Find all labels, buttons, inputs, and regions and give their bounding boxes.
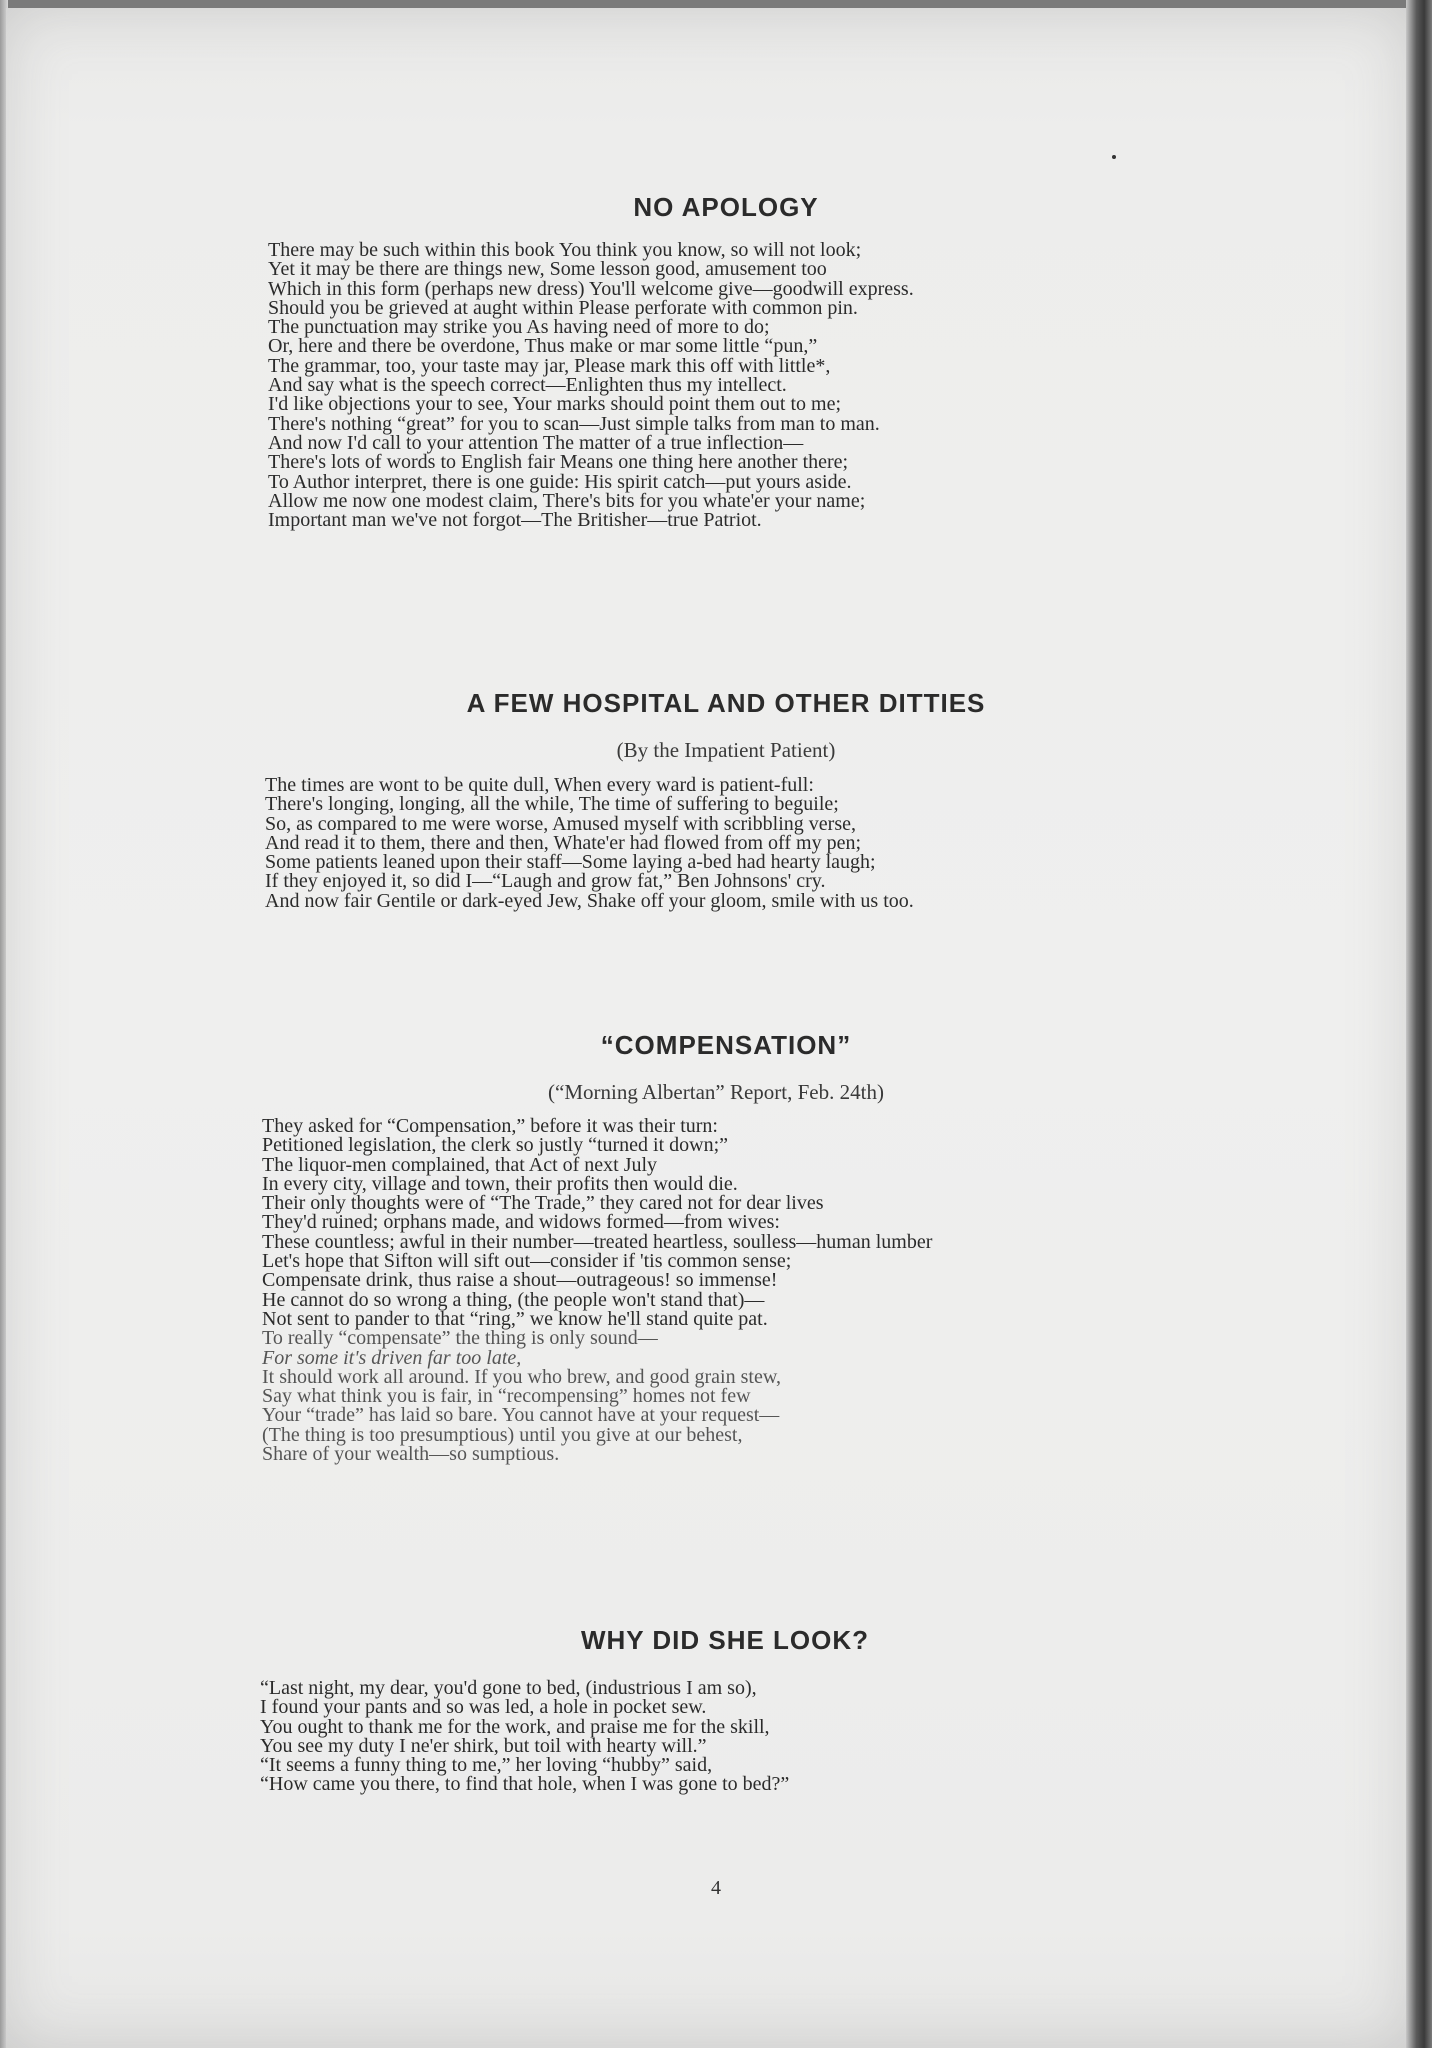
poem-line: There may be such within this book You think you know, so will not look;: [268, 239, 862, 261]
poem-line: Your “trade” has laid so bare. You cannot have at your request—: [262, 1404, 780, 1427]
poem-line: Petitioned legislation, the clerk so justly “turned it down;”: [262, 1134, 729, 1157]
poem-line: You ought to thank me for the work, and praise me for the skill,: [260, 1715, 770, 1738]
poem-line: Some patients leaned upon their staff—Some laying a-bed had hearty laugh;: [265, 851, 876, 874]
poem-line: They asked for “Compensation,” before it was their turn:: [262, 1115, 718, 1137]
poem-line: Say what think you is fair, in “recompensing” homes not few: [262, 1385, 751, 1408]
poem-line: There's lots of words to English fair Means one thing here another there;: [268, 451, 849, 474]
poem-line: Yet it may be there are things new, Some lesson good, amusement too: [268, 258, 827, 281]
poem-line: The times are wont to be quite dull, When every ward is patient-full:: [265, 774, 814, 796]
poem-line: Let's hope that Sifton will sift out—consider if 'tis common sense;: [262, 1250, 792, 1273]
poem-line: For some it's driven far too late,: [262, 1346, 522, 1369]
poem-why-did-she-look: [260, 1679, 789, 1795]
page-number: 4: [711, 1877, 721, 1899]
poem-line: They'd ruined; orphans made, and widows formed—from wives:: [262, 1211, 780, 1234]
ink-speck: [1112, 155, 1116, 159]
poem-line: It should work all around. If you who brew, and good grain stew,: [262, 1365, 781, 1388]
poem-line: There's longing, longing, all the while, The time of suffering to beguile;: [265, 793, 839, 816]
poem-line: Compensate drink, thus raise a shout—outrageous! so immense!: [262, 1269, 778, 1292]
poem-line: Should you be grieved at aught within Please perforate with common pin.: [268, 296, 858, 319]
poem-line: These countless; awful in their number—treated heartless, soulless—human lumber: [262, 1230, 933, 1253]
poem-line: The grammar, too, your taste may jar, Please mark this off with little*,: [268, 354, 831, 377]
poem-line: If they enjoyed it, so did I—“Laugh and grow fat,” Ben Johnsons' cry.: [265, 870, 826, 893]
poem-compensation: [262, 1117, 932, 1464]
poem-line: Or, here and there be overdone, Thus make or mar some little “pun,”: [268, 335, 818, 358]
poem-line: To really “compensate” the thing is only sound—: [262, 1327, 658, 1350]
poem-line: Important man we've not forgot—The Britisher—true Patriot.: [268, 509, 762, 532]
poem-line: The punctuation may strike you As having need of more to do;: [268, 316, 770, 339]
poem-line: I found your pants and so was led, a hole in pocket sew.: [260, 1696, 707, 1719]
poem-line: “It seems a funny thing to me,” her loving “hubby” said,: [260, 1754, 713, 1777]
poem-line: And say what is the speech correct—Enlighten thus my intellect.: [268, 374, 787, 397]
poem-line: Not sent to pander to that “ring,” we know he'll stand quite pat.: [262, 1307, 768, 1330]
poem-line: And now fair Gentile or dark-eyed Jew, Shake off your gloom, smile with us too.: [265, 889, 914, 912]
poem-no-apology: [268, 241, 914, 530]
poem-line: The liquor-men complained, that Act of next July: [262, 1153, 658, 1176]
poem-line: Share of your wealth—so sumptious.: [262, 1443, 560, 1466]
poem-line: And now I'd call to your attention The matter of a true inflection—: [268, 431, 804, 454]
section-title: NO APOLOGY: [633, 192, 819, 222]
section-subtitle: (By the Impatient Patient): [616, 738, 836, 762]
poem-line: You see my duty I ne'er shirk, but toil with hearty will.”: [260, 1734, 707, 1757]
poem-line: In every city, village and town, their profits then would die.: [262, 1172, 738, 1195]
poem-line: Allow me now one modest claim, There's bits for you whate'er your name;: [268, 489, 866, 512]
page-binding-edge: [1406, 0, 1432, 2048]
poem-line: There's nothing “great” for you to scan—Just simple talks from man to man.: [268, 412, 880, 435]
poem-line: And read it to them, there and then, Whate'er had flowed from off my pen;: [265, 831, 862, 854]
poem-line: (The thing is too presumptious) until you give at our behest,: [262, 1423, 743, 1446]
poem-line: So, as compared to me were worse, Amused myself with scribbling verse,: [265, 812, 856, 835]
poem-line: Which in this form (perhaps new dress) You'll welcome give—goodwill express.: [268, 277, 914, 300]
poem-line: He cannot do so wrong a thing, (the people won't stand that)—: [262, 1288, 765, 1311]
section-title: “COMPENSATION”: [600, 1030, 852, 1060]
section-title: WHY DID SHE LOOK?: [580, 1625, 870, 1655]
section-title: A FEW HOSPITAL AND OTHER DITTIES: [466, 688, 986, 718]
poem-line: To Author interpret, there is one guide: His spirit catch—put yours aside.: [268, 470, 852, 493]
poem-line: Their only thoughts were of “The Trade,” they cared not for dear lives: [262, 1192, 824, 1215]
section-subtitle: (“Morning Albertan” Report, Feb. 24th): [548, 1080, 884, 1104]
poem-line: I'd like objections your to see, Your marks should point them out to me;: [268, 393, 841, 416]
poem-line: “How came you there, to find that hole, when I was gone to bed?”: [260, 1773, 790, 1796]
poem-hospital-ditties: [265, 776, 914, 911]
poem-line: “Last night, my dear, you'd gone to bed, (industrious I am so),: [260, 1677, 757, 1699]
